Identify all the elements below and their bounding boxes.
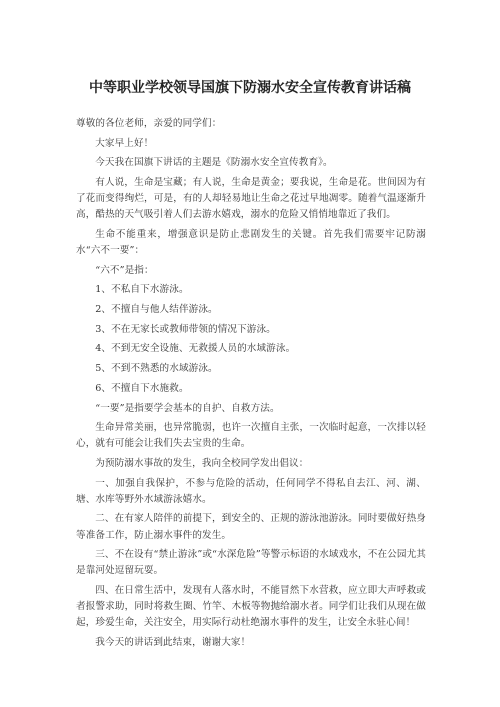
paragraph-fragile-life: 生命异常美丽，也异常脆弱，也许一次擅自主张，一次临时起意，一次排以轻心，就有可能会让我们失去宝贵的生命。 — [76, 422, 426, 450]
list-item: 4、不到无安全设施、无救援人员的水域游泳。 — [95, 343, 296, 355]
document-body — [76, 116, 426, 655]
closing-line: 我今天的讲话到此结束，谢谢大家！ — [95, 636, 251, 648]
paragraph-proposal: 为预防溺水事故的发生，我向全校同学发出倡议： — [95, 458, 309, 469]
list-item: 3、不在无家长或教师带领的情况下游泳。 — [95, 323, 276, 335]
proposal-item: 三、不在设有“禁止游泳”或“水深危险”等警示标语的水域戏水，不在公园尤其是靠河处逗留玩耍。 — [76, 549, 426, 577]
list-item: 6、不擅自下水施救。 — [95, 382, 189, 394]
list-item: 1、不私自下水游泳。 — [95, 284, 189, 296]
list-item: 5、不到不熟悉的水域游泳。 — [95, 363, 218, 375]
paragraph-topic: 今天我在国旗下讲话的主题是《防溺水安全宣传教育》。 — [95, 157, 333, 169]
greeting: 大家早上好！ — [95, 137, 154, 149]
document-title: 中等职业学校领导国旗下防溺水安全宣传教育讲话稿 — [89, 80, 411, 96]
six-nos-heading: “六不”是指： — [95, 264, 154, 276]
salutation: 尊敬的各位老师，亲爱的同学们： — [76, 118, 222, 129]
list-item: 2、不擅自与他人结伴游泳。 — [95, 304, 218, 316]
proposal-item: 一、加强自我保护，不参与危险的活动，任何同学不得私自去江、河、湖、塘、水库等野外水域游泳嬉水。 — [76, 477, 426, 505]
one-must-paragraph: “一要”是指要学会基本的自护、自救方法。 — [95, 402, 280, 414]
proposal-item: 四、在日常生活中，发现有人落水时，不能冒然下水营救，应立即大声呼救或者报警求助，同时将救生圈、竹竿、木板等物抛给溺水者。同学们让我们从现在做起，珍爱生命，关注安全，用实际行动杜绝溺水事件的发生，让安全永驻心间！ — [76, 585, 426, 629]
paragraph-intro: 有人说，生命是宝藏；有人说，生命是黄金；要我说，生命是花。世间因为有了花而变得绚烂，可是，有的人却轻易地让生命之花过早地凋零。随着气温逐渐升高，酷热的天气吸引着人们去游水嬉戏，溺水的危险又悄悄地靠近了我们。 — [76, 177, 426, 221]
proposal-item: 二、在有家人陪伴的前提下，到安全的、正规的游泳池游泳。同时要做好热身等准备工作，防止溺水事件的发生。 — [76, 513, 426, 541]
paragraph-awareness: 生命不能重来，增强意识是防止悲剧发生的关键。首先我们需要牢记防溺水“六不一要”： — [76, 228, 426, 257]
